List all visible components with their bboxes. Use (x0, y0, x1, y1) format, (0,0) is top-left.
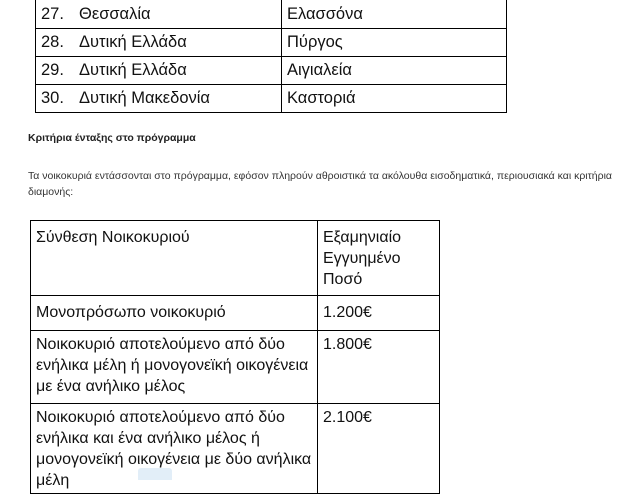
table-row (31, 404, 440, 494)
header-composition: Σύνθεση Νοικοκυριού (31, 221, 318, 296)
intro-paragraph: Τα νοικοκυριά εντάσσονται στο πρόγραμμα, εφόσον πληρούν αθροιστικά τα ακόλουθα εισοδηματικά, περιουσιακά και κριτήρια διαμονής: (28, 170, 613, 198)
table-row (36, 85, 507, 113)
row-number: 28. (41, 33, 64, 51)
income-table (30, 220, 440, 494)
amount-cell: 1.800€ (318, 331, 440, 404)
region-name: Δυτική Ελλάδα (79, 61, 187, 79)
table-row (31, 331, 440, 404)
region-name: Δυτική Ελλάδα (79, 33, 187, 51)
table-row (36, 0, 507, 29)
region-name: Δυτική Μακεδονία (79, 89, 210, 107)
composition-cell: Νοικοκυριό αποτελούμενο από δύο ενήλικα και ένα ανήλικο μέλος ή μονογονεϊκή οικογένεια με δύο ανήλικα μέλη (31, 404, 318, 494)
region-cell (36, 57, 282, 85)
region-cell (36, 0, 282, 29)
table-row (36, 29, 507, 57)
amount-cell: 2.100€ (318, 404, 440, 494)
region-cell (36, 29, 282, 57)
region-cell (36, 85, 282, 113)
municipality-cell: Πύργος (282, 29, 507, 57)
municipality-cell: Καστοριά (282, 85, 507, 113)
municipality-cell: Ελασσόνα (282, 0, 507, 29)
table-row (31, 296, 440, 331)
table-header-row (31, 221, 440, 296)
composition-cell: Νοικοκυριό αποτελούμενο από δύο ενήλικα μέλη ή μονογονεϊκή οικογένεια με ένα ανήλικο μέλος (31, 331, 318, 404)
row-number: 27. (41, 4, 64, 23)
table-row (36, 57, 507, 85)
regions-table (35, 0, 507, 113)
criteria-heading: Κριτήρια ένταξης στο πρόγραμμα (28, 132, 196, 144)
row-number: 30. (41, 89, 64, 107)
municipality-cell: Αιγιαλεία (282, 57, 507, 85)
row-number: 29. (41, 61, 64, 79)
faint-overlay-mark (138, 468, 172, 480)
region-name: Θεσσαλία (79, 4, 151, 23)
composition-cell: Μονοπρόσωπο νοικοκυριό (31, 296, 318, 331)
header-amount: Εξαμηνιαίο Εγγυημένο Ποσό (318, 221, 440, 296)
amount-cell: 1.200€ (318, 296, 440, 331)
